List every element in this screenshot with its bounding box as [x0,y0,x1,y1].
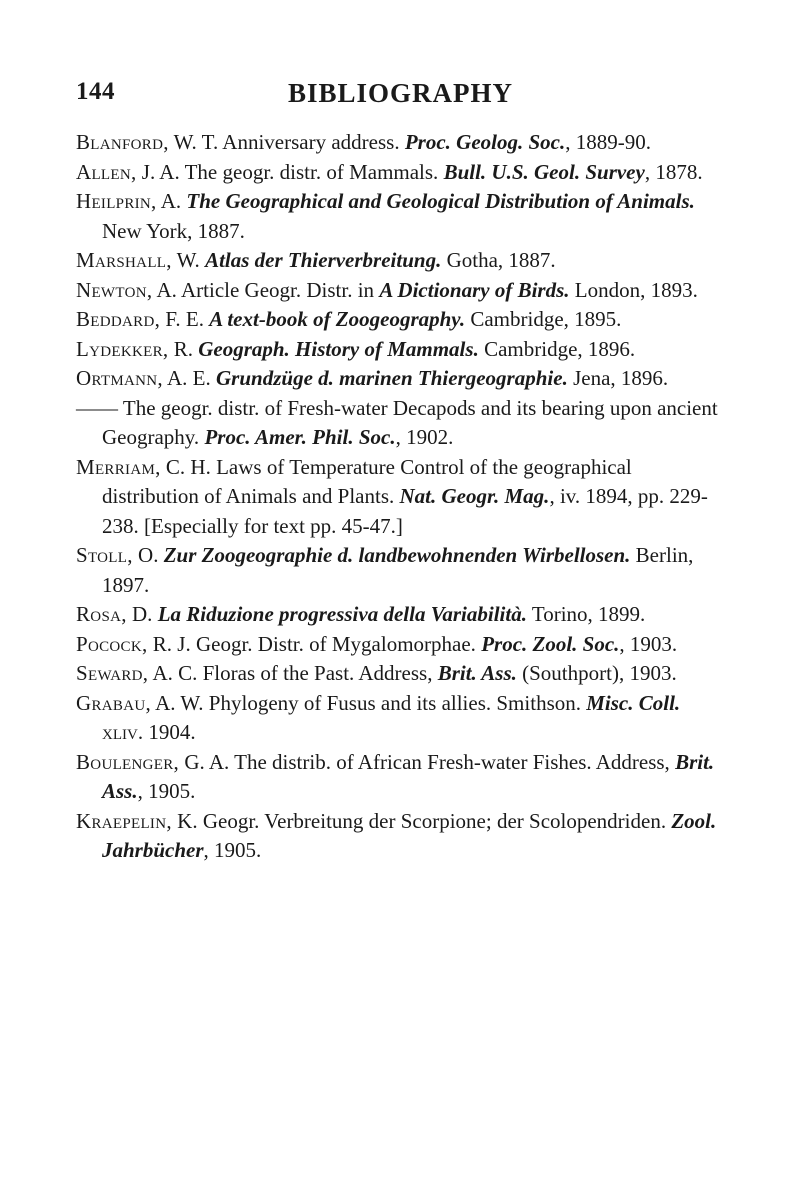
entry-tail: , 1905. [137,779,196,803]
bibliography-entry [76,541,726,600]
entry-author: Heilprin, [76,189,157,213]
entry-tail: London, 1893. [569,277,698,302]
entry-text: A. C. Floras of the Past. Address, [148,661,438,685]
entry-author: Rosa, [76,602,127,626]
bibliography-entry [76,394,726,453]
bibliography-entry [76,659,726,689]
entry-tail: , 1878. [644,159,703,184]
entry-tail: Torino, 1899. [526,602,646,626]
entry-source: Geograph. History of Mammals. [198,336,479,361]
entry-author: Ortmann, [76,366,163,390]
entry-source: Zur Zoogeographie d. landbewohnenden Wirbellosen. [163,543,631,567]
entry-text: A. Article Geogr. Distr. in [152,277,380,302]
entry-tail: Berlin, 1897. [102,543,694,597]
entry-text: A. E. [162,366,217,390]
entry-source: Bull. U.S. Geol. Survey [443,159,645,184]
entry-tail: , 1903. [619,631,678,656]
entry-source: Zool. Jahrbücher [102,808,717,862]
entry-source: Brit. Ass. [437,661,517,685]
entry-text: R. J. Geogr. Distr. of Mygalomorphae. [147,631,482,656]
entry-source: Proc. Geolog. Soc. [404,130,566,154]
bibliography-entry [76,453,726,542]
entry-source: Brit. Ass. [102,749,715,803]
entry-text: F. E. [160,307,210,331]
entry-tail: , 1902. [395,425,454,449]
entry-author: Stoll, [76,543,133,567]
bibliography-entry [76,807,726,866]
entry-text: G. A. The distrib. of African Fresh-water Fishes. Address, [179,749,676,774]
entry-text: R. [168,336,199,361]
entry-author: Beddard, [76,307,161,331]
entry-source: Grundzüge d. marinen Thiergeographie. [216,366,568,390]
entry-source: La Riduzione progressiva della Variabilità. [157,602,527,626]
entry-text: D. [126,602,158,626]
page-number: 144 [76,78,115,105]
entry-tail: Cambridge, 1895. [465,307,622,331]
entry-author: Boulenger, [76,749,180,774]
entry-text: A. W. Phylogeny of Fusus and its allies. Smithson. [151,690,587,715]
entry-text: The geogr. distr. of Fresh-water Decapods and its bearing upon ancient Geography. [102,395,718,449]
page-header [76,78,726,118]
bibliography-entry [76,128,726,158]
bibliography-entry [76,600,726,630]
entry-text: C. H. Laws of Temperature Control of the geographical distribution of Animals and Plants. [102,454,632,508]
entry-text: O. [132,543,164,567]
entry-tail: Jena, 1896. [567,366,669,390]
entry-source: The Geographical and Geological Distribution of Animals. [186,189,695,213]
bibliography-entry [76,630,726,660]
entry-author: Merriam, [76,454,161,479]
entry-tail: , 1905. [203,838,262,862]
entry-tail: xliv. 1904. [102,720,196,744]
entry-source: A text-book of Zoogeography. [209,307,466,331]
entry-source: A Dictionary of Birds. [379,277,570,302]
entry-author: Newton, [76,277,153,302]
bibliography-entry [76,187,726,246]
entry-text: K. Geogr. Verbreitung der Scorpione; der Scolopendriden. [171,808,672,833]
entry-source: Misc. Coll. [586,690,681,715]
bibliography-entry [76,305,726,335]
entry-author: Allen, [76,159,137,184]
entry-text: A. [156,189,187,213]
running-head: BIBLIOGRAPHY [288,78,514,108]
bibliography-entry [76,276,726,306]
entry-text: W. T. Anniversary address. [168,130,405,154]
entry-author: Marshall, [76,248,172,272]
entry-author: Pocock, [76,631,148,656]
entry-author-dash: —— [76,395,118,420]
bibliography-entry [76,689,726,748]
entry-source: Atlas der Thierverbreitung. [205,248,442,272]
entry-author: Kraepelin, [76,808,172,833]
entry-tail: (Southport), 1903. [516,661,677,685]
entry-tail: New York, 1887. [102,218,245,243]
bibliography-entry [76,364,726,394]
entry-text: J. A. The geogr. distr. of Mammals. [136,159,444,184]
bibliography-entry [76,158,726,188]
bibliography-entry [76,748,726,807]
entry-text: W. [171,248,206,272]
entry-author: Grabau, [76,690,152,715]
bibliography-list [76,128,726,866]
entry-source: Proc. Zool. Soc. [481,631,620,656]
entry-source: Proc. Amer. Phil. Soc. [204,425,396,449]
entry-source: Nat. Geogr. Mag. [399,484,550,508]
bibliography-entry [76,335,726,365]
entry-author: Lydekker, [76,336,169,361]
entry-author: Seward, [76,661,149,685]
entry-tail: Cambridge, 1896. [478,336,636,361]
entry-author: Blanford, [76,130,169,154]
entry-tail: , iv. 1894, pp. 229-238. [Especially for text pp. 45-47.] [102,484,708,538]
entry-tail: Gotha, 1887. [441,248,556,272]
bibliography-entry [76,246,726,276]
entry-tail: , 1889-90. [565,130,651,154]
